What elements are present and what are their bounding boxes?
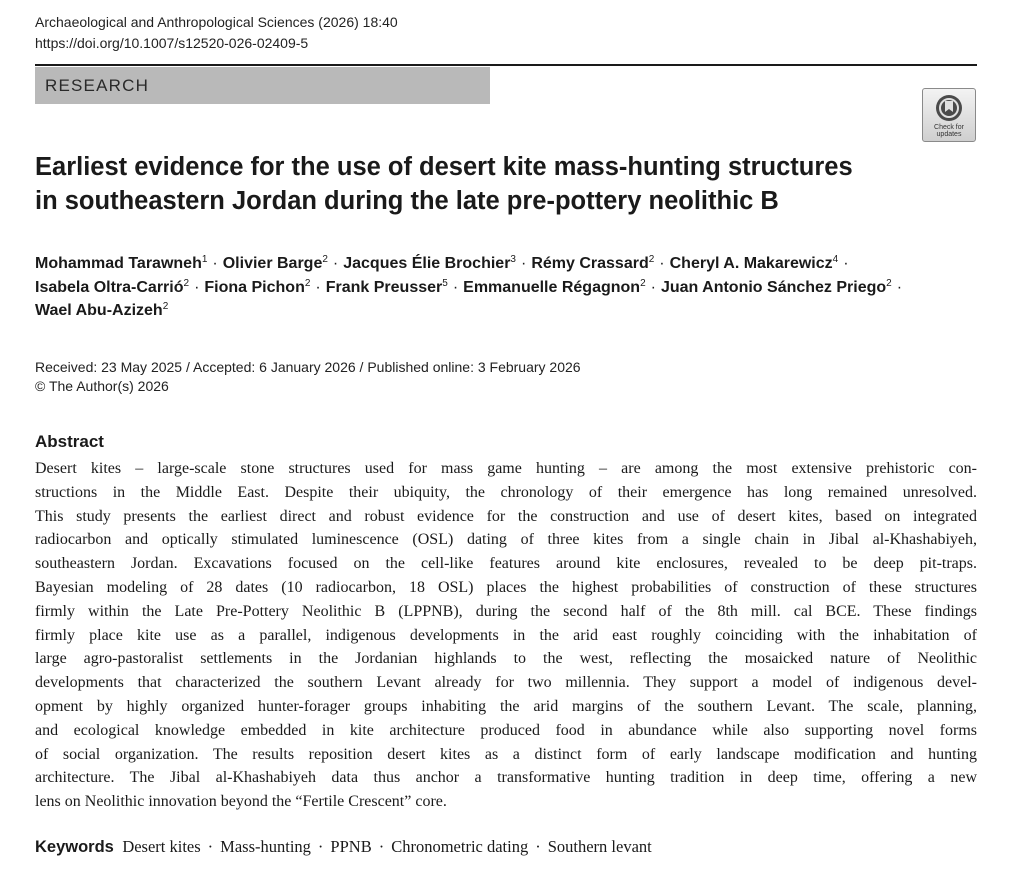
abstract-line: of social organization. The results reposition desert kites as a distinct form of early landscape modification and hunting xyxy=(35,745,977,763)
abstract-line: architecture. The Jibal al-Khashabiyeh data thus anchor a transformative hunting tradition in deep time, offering a new xyxy=(35,769,977,787)
author-affiliation-marker: 2 xyxy=(886,277,892,289)
abstract-line: structions in the Middle East. Despite their ubiquity, the chronology of their emergence has long remained unresolved. xyxy=(35,483,977,501)
header-rule xyxy=(35,64,977,66)
keyword-separator: · xyxy=(317,837,324,856)
keyword-item: Southern levant xyxy=(547,837,652,856)
keyword-item: Chronometric dating xyxy=(391,837,529,856)
author-list xyxy=(35,252,975,323)
journal-citation: Archaeological and Anthropological Sciences (2026) 18:40 xyxy=(35,14,398,30)
abstract-line: and ecological knowledge embedded in kite architecture produced food in abundance while also supporting novel forms xyxy=(35,721,977,739)
abstract-line: developments that characterized the southern Levant already for two millennia. They support a model of indigenous devel- xyxy=(35,674,977,692)
author-affiliation-marker: 3 xyxy=(510,254,516,265)
abstract-line: This study presents the earliest direct and robust evidence for the construction and use of desert kites, based on integrated xyxy=(35,507,977,525)
article-title-line: Earliest evidence for the use of desert kite mass-hunting structures xyxy=(35,153,853,181)
abstract-line: opment by highly organized hunter-forager groups inhabiting the arid margins of the southern Levant. The scale, planning, xyxy=(35,697,977,715)
author-name[interactable]: Emmanuelle Régagnon xyxy=(463,278,641,296)
author-name[interactable]: Rémy Crassard xyxy=(531,255,649,272)
author-affiliation-marker: 2 xyxy=(162,301,169,312)
abstract-line: firmly within the Late Pre-Pottery Neolithic B (LPPNB), during the second half of the 8th mill. cal BCE. These findings xyxy=(35,602,977,620)
keyword-separator: · xyxy=(378,837,385,856)
author-name[interactable]: Mohammad Tarawneh xyxy=(35,255,202,272)
author-line xyxy=(35,299,975,323)
keywords-section xyxy=(35,837,652,857)
author-affiliation-marker: 2 xyxy=(304,277,311,289)
keyword-item: Desert kites xyxy=(122,837,201,856)
author-line xyxy=(35,252,975,276)
author-name[interactable]: Juan Antonio Sánchez Priego xyxy=(660,278,887,296)
check-for-updates-label xyxy=(934,124,964,138)
author-separator: · xyxy=(194,278,200,296)
author-separator: · xyxy=(315,278,321,296)
section-label: RESEARCH xyxy=(45,75,150,95)
author-affiliation-marker: 1 xyxy=(201,254,208,265)
author-separator: · xyxy=(659,255,665,272)
author-name[interactable]: Cheryl A. Makarewicz xyxy=(669,255,833,272)
author-separator: · xyxy=(520,255,527,272)
author-separator: · xyxy=(212,255,218,272)
author-separator: · xyxy=(332,255,339,272)
author-separator: · xyxy=(452,278,459,296)
author-affiliation-marker: 2 xyxy=(322,254,328,265)
article-title-line: in southeastern Jordan during the late pre-pottery neolithic B xyxy=(35,187,779,215)
copyright-notice: © The Author(s) 2026 xyxy=(35,378,169,394)
author-line xyxy=(35,276,975,300)
abstract-line: Bayesian modeling of 28 dates (10 radiocarbon, 18 OSL) places the highest probabilities of construction of these structures xyxy=(35,578,977,596)
abstract-line: large agro-pastoralist settlements in the Jordanian highlands to the west, reflecting the mosaicked nature of Neolithic xyxy=(35,650,977,668)
check-for-updates-icon xyxy=(934,93,964,123)
article-title xyxy=(35,150,915,218)
author-name[interactable]: Jacques Élie Brochier xyxy=(343,255,511,272)
abstract-line: lens on Neolithic innovation beyond the “Fertile Crescent” core. xyxy=(35,793,447,811)
author-separator: · xyxy=(843,255,849,272)
author-name[interactable]: Olivier Barge xyxy=(222,255,323,272)
abstract-line: Desert kites – large-scale stone structures used for mass game hunting – are among the most extensive prehistoric con- xyxy=(35,460,977,477)
author-name[interactable]: Fiona Pichon xyxy=(204,278,305,296)
check-for-updates-button[interactable] xyxy=(922,88,976,142)
author-affiliation-marker: 2 xyxy=(640,277,646,289)
keywords-label: Keywords xyxy=(35,838,114,856)
author-separator: · xyxy=(896,278,903,296)
abstract-line: southeastern Jordan. Excavations focused on the cell-like features around kite enclosures, revealed to be deep pit-traps. xyxy=(35,555,977,573)
abstract-line: radiocarbon and optically stimulated luminescence (OSL) dating of three kites from a single chain in Jibal al-Khashabiyeh, xyxy=(35,531,977,549)
author-name[interactable]: Wael Abu-Azizeh xyxy=(35,302,163,319)
check-for-updates-line2: updates xyxy=(936,131,962,138)
author-name[interactable]: Frank Preusser xyxy=(325,278,443,296)
check-for-updates-line1: Check for xyxy=(934,124,964,131)
author-affiliation-marker: 2 xyxy=(648,254,655,265)
author-affiliation-marker: 2 xyxy=(183,277,190,289)
author-affiliation-marker: 4 xyxy=(832,254,839,265)
section-label-bar xyxy=(35,67,490,104)
author-affiliation-marker: 5 xyxy=(442,277,448,289)
abstract-heading: Abstract xyxy=(35,432,104,451)
abstract-line: firmly place kite use as a parallel, indigenous developments in the arid east roughly coinciding with the inhabitation of xyxy=(35,626,977,644)
abstract-body xyxy=(35,457,977,814)
author-separator: · xyxy=(650,278,656,296)
publication-dates: Received: 23 May 2025 / Accepted: 6 January 2026 / Published online: 3 February 2026 xyxy=(35,359,581,375)
author-name[interactable]: Isabela Oltra-Carrió xyxy=(35,278,184,296)
doi-link[interactable]: https://doi.org/10.1007/s12520-026-02409-5 xyxy=(35,35,309,51)
keyword-separator: · xyxy=(207,837,214,856)
keyword-item: Mass-hunting xyxy=(220,837,311,856)
keyword-separator: · xyxy=(535,837,541,856)
keyword-item: PPNB xyxy=(330,837,372,856)
